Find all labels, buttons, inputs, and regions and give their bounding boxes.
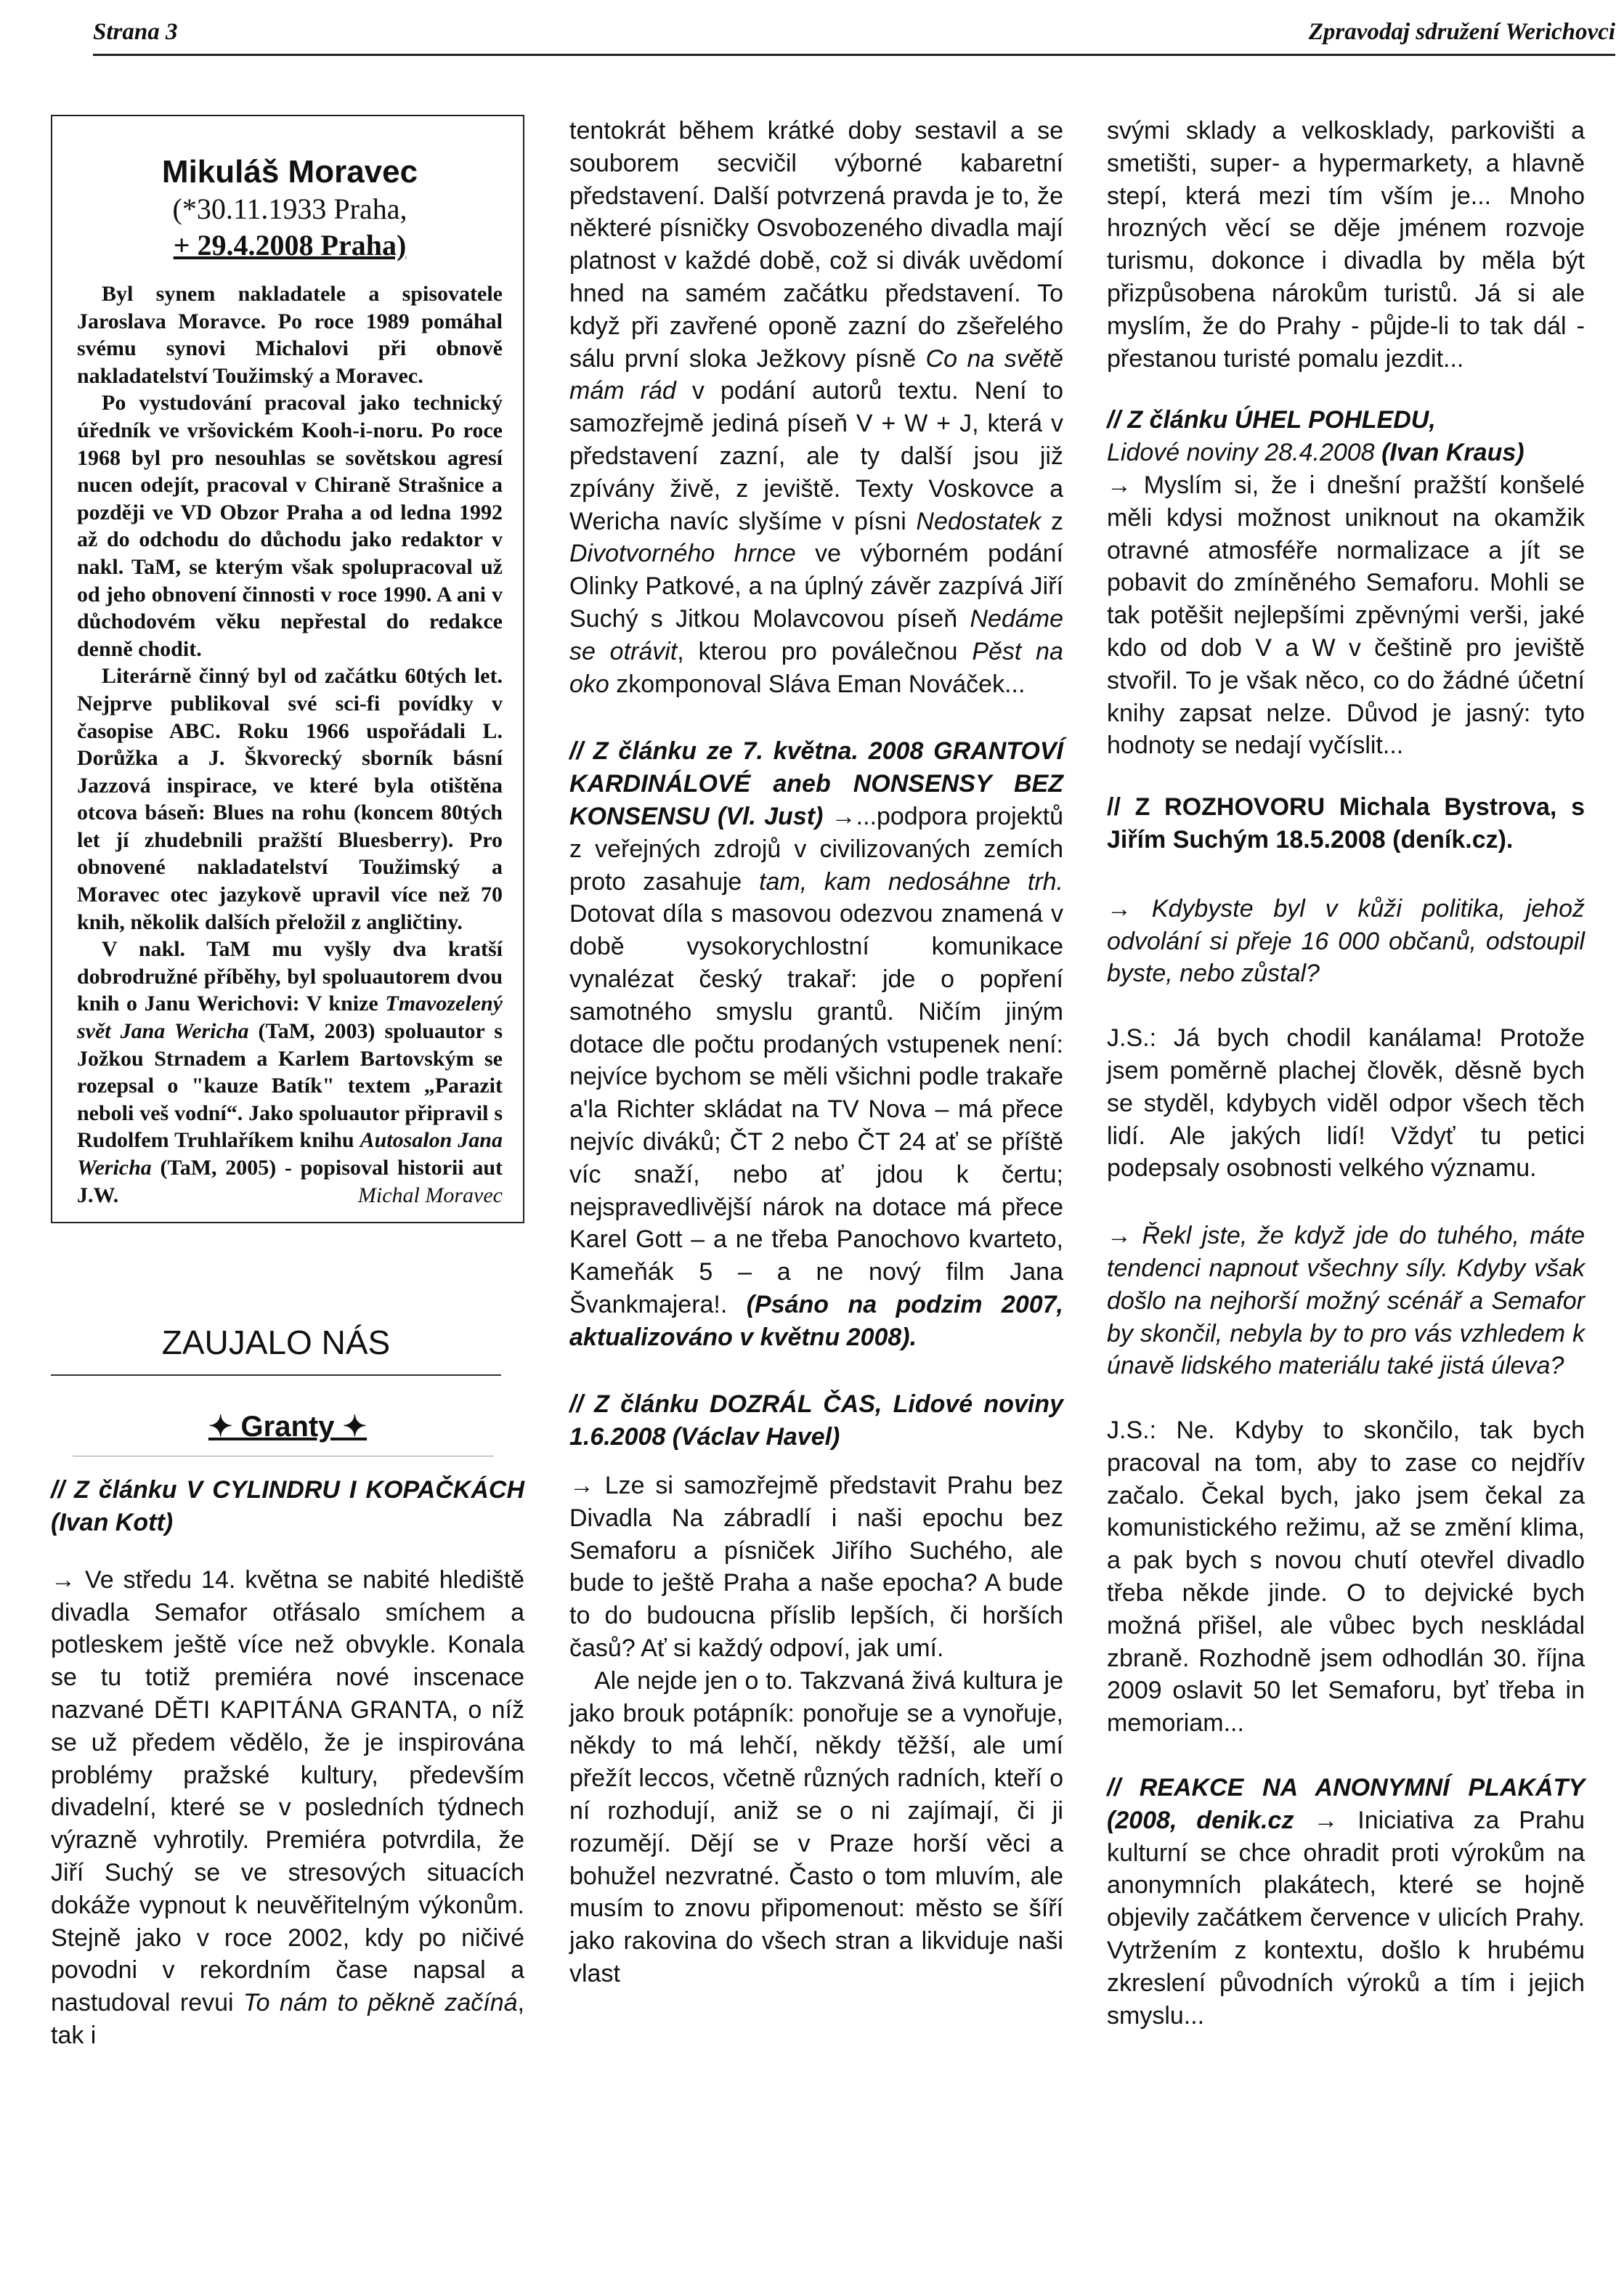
- article-heading: // Z článku V CYLINDRU I KOPAČKÁCH (Ivan Kott): [51, 1476, 524, 1536]
- article-heading: // Z článku ÚHEL POHLEDU, Lidové noviny 28.4.2008 (Ivan Kraus): [1107, 406, 1524, 467]
- section-title: ZAUJALO NÁS: [51, 1321, 501, 1376]
- publication-title: Zpravodaj sdružení Werichovci: [1308, 19, 1615, 45]
- obituary-name: Mikuláš Moravec: [161, 154, 418, 190]
- obituary-paragraph: Byl synem nakladatele a spisovatele Jaroslava Moravce. Po roce 1989 pomáhal svému synovi Michalovi při obnově nakladatelství Toužimský a Moravec.: [77, 282, 503, 388]
- obituary-paragraph: Literárně činný byl od začátku 60tých let. Nejprve publikoval své sci-fi povídky v časopise ABC. Roku 1966 uspořádali L. Dorůžka a J. Škvorecký sborník básní Jazzová inspirace, ve které byla otištěna otcova báseň: Blues na rohu (koncem 80tých let jí zhudebnili pražští Bluesberry). Pro obnovené nakladatelství Toužimský a Moravec otec jazykově upravil více než 70 knih, několik dalších přeložil z angličtiny.: [77, 664, 503, 934]
- obituary-paragraph: Po vystudování pracoval jako technický úředník ve vršovickém Kooh-i-noru. Po roce 1968 byl pro nesouhlas se sovětskou agresí nucen odejít, pracoval v Chiraně Strašnice a později ve VD Obzor Praha a od ledna 1992 až do odchodu do důchodu jako redaktor v nakl. TaM, se kterým však spolupracoval už od jeho obnovení činnosti v roce 1990. A ani v důchodovém věku nepřestal do redakce denně chodit.: [77, 391, 503, 661]
- obituary-box: [51, 115, 524, 1223]
- article-heading: // REAKCE NA ANONYMNÍ PLAKÁTY (2008, denik.cz → Iniciativa za Prahu kulturní se chce ohradit proti výrokům na anonymních plakátech, které se hojně objevily začátkem července v ulicích Prahy. Vytržením z kontextu, došlo k hrubému zkreslení původních výroků a tím i jejich smyslu...: [1107, 1774, 1585, 2030]
- article-body: svými sklady a velkosklady, parkovišti a smetišti, super- a hypermarkety, a hlavně stepí, která mezi tím vším je... Mnoho hrozných věcí se děje jménem rozvoje turismu, dokonce i divadla by měla být přizpůsobena nárokům turistů. Já si ale myslím, že do Prahy - půjde-li to tak dál - přestanou turisté pomalu jezdit...: [1107, 117, 1585, 373]
- interview-answer: J.S.: Já bych chodil kanálama! Protože jsem poměrně plachej člověk, děsně bych se styděl, kdybych viděl odpor všech těch lidí. Ale jakých lidí! Vždyť tu petici podepsaly osobnosti velkého významu.: [1107, 1024, 1585, 1183]
- column-2: [569, 115, 1063, 1990]
- article-body: Ale nejde jen o to. Takzvaná živá kultura je jako brouk potápník: ponořuje se a vynořuje, někdy to má lehčí, někdy těžší, ale umí přežít leccos, včetně různých radních, kteří o ní rozhodují, aniž se o ni zajímají, či ji rozumějí. Dějí se v Praze horší věci a bohužel nezvratné. Často o tom mluvím, ale musím to znovu připomenout: město se šíří jako rakovina do všech stran a likviduje naši vlast: [569, 1666, 1063, 1988]
- obituary-death: + 29.4.2008 Praha): [173, 229, 407, 262]
- obituary-paragraph: V nakl. TaM mu vyšly dva kratší dobrodružné příběhy, byl spoluautorem dvou knih o Janu Werichovi: V knize Tmavozelený svět Jana Wericha (TaM, 2003) spoluautor s Jožkou Strnadem a Karlem Bartovským se rozepsal o "kauze Batík" textem „Parazit neboli veš vodní“. Jako spoluautor připravil s Rudolfem Truhlaříkem knihu Autosalon Jana Wericha (TaM, 2005) - popisoval historii aut J.W. Michal Moravec: [77, 936, 503, 1209]
- article-body: tentokrát během krátké doby sestavil a se souborem secvičil výborné kabaretní představení. Další potvrzená pravda je to, že některé písničky Osvobozeného divadla mají platnost v každé době, což si divák uvědomí hned na samém začátku představení. To když při zavřené oponě zazní do zšeřelého sálu první sloka Ježkovy písně Co na světě mám rád v podání autorů textu. Není to samozřejmě jediná píseň V + W + J, která v představení zazní, ale ty další jsou již zpívány živě, z jeviště. Texty Voskovce a Wericha navíc slyšíme v písni Nedostatek z Divotvorného hrnce ve výborném podání Olinky Patkové, a na úplný závěr zazpívá Jiří Suchý s Jitkou Molavcovou píseň Nedáme se otrávit, kterou pro poválečnou Pěst na oko zkomponoval Sláva Eman Nováček...: [569, 117, 1064, 698]
- article-heading: // Z ROZHOVORU Michala Bystrova, s Jiřím Suchým 18.5.2008 (deník.cz).: [1107, 793, 1585, 854]
- interview-question: → Řekl jste, že když jde do tuhého, máte tendenci napnout všechny síly. Kdyby však došlo na nejhorší možný scénář a Semafor by skončil, nebyla by to pro vás vzhledem k únavě lidského materiálu také jistá úleva?: [1107, 1222, 1585, 1380]
- page-number: Strana 3: [93, 19, 178, 45]
- article-body: → Myslím si, že i dnešní pražští konšelé měli kdysi možnost uniknout na okamžik otravné atmosféře normalizace a jít se pobavit do zmíněného Semaforu. Mohli se tak potěšit nejlepšími zpěvnými verši, jaké kdo od dob V a W v češtině pro jeviště stvořil. To je však něco, co do žádné účetní knihy zapsat nelze. Důvod je jasný: tyto hodnoty se nedají vyčíslit...: [1107, 471, 1585, 760]
- column-3: [1107, 115, 1585, 2032]
- article-body: → Lze si samozřejmě představit Prahu bez Divadla Na zábradlí i naši epochu bez Semaforu a písniček Jiřího Suchého, ale bude to ještě Praha a naše epocha? A bude to do budoucna příslib lepších, či horších časů? Ať si každý odpoví, jak umí.: [569, 1472, 1063, 1663]
- section-subtitle: ✦ Granty ✦: [208, 1411, 368, 1443]
- page-header: [93, 16, 1615, 56]
- interview-answer: J.S.: Ne. Kdyby to skončilo, tak bych pracoval na tom, aby to zase co nejdřív začalo. Čekal bych, jako jsem čekal za komunistického režimu, až se změní klima, a pak bych s novou chutí otevřel divadlo třeba někde jinde. O to dejvické bych možná přišel, ale vůbec bych neskládal zbraně. Rozhodně jsem odhodlán 30. října 2009 oslavit 50 let Semaforu, byť třeba in memoriam...: [1107, 1416, 1585, 1738]
- obituary-birth: (*30.11.1933 Praha,: [172, 192, 407, 225]
- article-heading: // Z článku ze 7. května. 2008 GRANTOVÍ KARDINÁLOVÉ aneb NONSENSY BEZ KONSENSU (Vl. Just) →...podpora projektů z veřejných zdrojů v civilizovaných zemích proto zasahuje tam, kam nedosáhne trh. Dotovat díla s masovou odezvou znamená v době vysokorychlostní komunikace vynalézat český trakař: jde o popření samotného smyslu grantů. Ničím jiným dotace dle počtu prodaných vstupenek není: nejvíce bychom se měli všichni podle trakaře a'la Richter skládat na TV Nova – má přece nejvíc diváků; ČT 2 nebo ČT 24 ať se příště víc snaží, nebo ať jdou k čertu; nejspravedlivější nárok na dotace má přece Karel Gott – a ne třeba Panochovo kvarteto, Kameňák 5 – a ne nový film Jana Švankmajera!. (Psáno na podzim 2007, aktualizováno v květnu 2008).: [569, 737, 1063, 1351]
- interview-question: → Kdybyste byl v kůži politika, jehož odvolání si přeje 16 000 občanů, odstoupil byste, nebo zůstal?: [1107, 894, 1585, 988]
- column-1: [51, 115, 524, 2052]
- article-body: → Ve středu 14. května se nabité hlediště divadla Semafor otřásalo smíchem a potleskem ještě více než obvykle. Konala se tu totiž premiéra nové inscenace nazvané DĚTI KAPITÁNA GRANTA, o níž se už předem vědělo, že je inspirována problémy pražské kultury, především divadelní, které se v posledních týdnech výrazně vyhrotily. Premiéra potvrdila, že Jiří Suchý se ve stresových situacích dokáže vypnout k neuvěřitelným výkonům. Stejně jako v roce 2002, kdy po ničivé povodni v rekordním čase napsal a nastudoval revui To nám to pěkně začíná, tak i: [51, 1565, 524, 2049]
- article-heading: // Z článku DOZRÁL ČAS, Lidové noviny 1.6.2008 (Václav Havel): [569, 1390, 1063, 1451]
- obituary-signature: Michal Moravec: [357, 1183, 503, 1207]
